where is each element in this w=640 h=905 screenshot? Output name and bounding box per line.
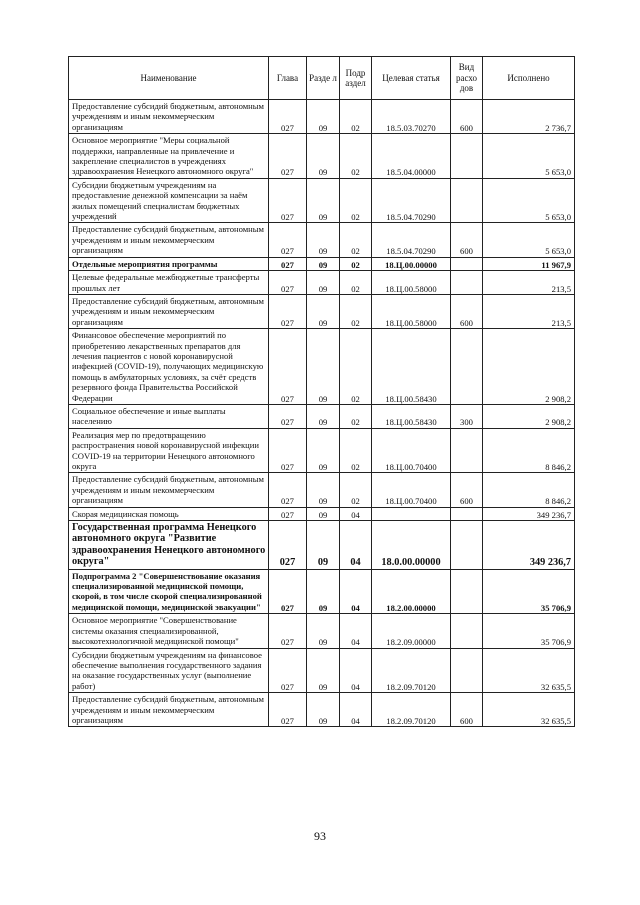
table-row xyxy=(69,614,575,648)
cell-glava: 027 xyxy=(269,693,307,727)
cell-podrazdel: 04 xyxy=(340,521,372,570)
cell-vid xyxy=(451,428,483,473)
cell-glava: 027 xyxy=(269,294,307,328)
cell-podrazdel: 02 xyxy=(340,473,372,507)
cell-name: Скорая медицинская помощь xyxy=(69,507,269,520)
cell-razdel: 09 xyxy=(307,257,340,270)
header-name: Наименование xyxy=(69,57,269,100)
cell-podrazdel: 02 xyxy=(340,329,372,405)
cell-podrazdel: 04 xyxy=(340,693,372,727)
cell-glava: 027 xyxy=(269,614,307,648)
cell-vid: 300 xyxy=(451,404,483,428)
cell-amount: 32 635,5 xyxy=(483,693,575,727)
cell-target: 18.2.09.00000 xyxy=(372,614,451,648)
cell-razdel: 09 xyxy=(307,569,340,614)
cell-razdel: 09 xyxy=(307,271,340,295)
cell-name: Финансовое обеспечение мероприятий по приобретению лекарственных препаратов для лечения пациентов с новой коронавирусной инфекцией (COVID-19), получающих медицинскую помощь в амбулаторных условиях, за счёт средств резервного фонда Правительства Российской Федерации xyxy=(69,329,269,405)
table-row xyxy=(69,521,575,570)
cell-amount: 2 908,2 xyxy=(483,404,575,428)
cell-target: 18.Ц.00.58000 xyxy=(372,294,451,328)
cell-target: 18.5.04.70290 xyxy=(372,178,451,223)
cell-amount: 35 706,9 xyxy=(483,569,575,614)
cell-podrazdel: 02 xyxy=(340,271,372,295)
table-row xyxy=(69,134,575,179)
cell-amount: 8 846,2 xyxy=(483,428,575,473)
cell-vid: 600 xyxy=(451,693,483,727)
cell-vid xyxy=(451,569,483,614)
cell-podrazdel: 02 xyxy=(340,100,372,134)
cell-vid xyxy=(451,329,483,405)
cell-podrazdel: 04 xyxy=(340,507,372,520)
header-target: Целевая статья xyxy=(372,57,451,100)
cell-name: Предоставление субсидий бюджетным, автономным учреждениям и иным некоммерческим организациям xyxy=(69,223,269,257)
cell-razdel: 09 xyxy=(307,329,340,405)
cell-glava: 027 xyxy=(269,329,307,405)
cell-name: Государственная программа Ненецкого автономного округа "Развитие здравоохранения Ненецкого автономного округа" xyxy=(69,521,269,570)
cell-name: Предоставление субсидий бюджетным, автономным учреждениям и иным некоммерческим организациям xyxy=(69,100,269,134)
cell-glava: 027 xyxy=(269,100,307,134)
header-razdel: Разде л xyxy=(307,57,340,100)
cell-vid xyxy=(451,507,483,520)
cell-target: 18.2.09.70120 xyxy=(372,648,451,693)
cell-name: Предоставление субсидий бюджетным, автономным учреждениям и иным некоммерческим организациям xyxy=(69,693,269,727)
header-glava: Глава xyxy=(269,57,307,100)
table-row xyxy=(69,507,575,520)
cell-amount: 349 236,7 xyxy=(483,521,575,570)
cell-vid: 600 xyxy=(451,473,483,507)
cell-podrazdel: 02 xyxy=(340,294,372,328)
cell-razdel: 09 xyxy=(307,428,340,473)
cell-name: Предоставление субсидий бюджетным, автономным учреждениям и иным некоммерческим организациям xyxy=(69,294,269,328)
cell-podrazdel: 02 xyxy=(340,223,372,257)
cell-target: 18.0.00.00000 xyxy=(372,521,451,570)
cell-razdel: 09 xyxy=(307,693,340,727)
cell-name: Отдельные мероприятия программы xyxy=(69,257,269,270)
cell-name: Целевые федеральные межбюджетные трансферты прошлых лет xyxy=(69,271,269,295)
cell-amount: 8 846,2 xyxy=(483,473,575,507)
cell-target: 18.Ц.00.58000 xyxy=(372,271,451,295)
cell-vid: 600 xyxy=(451,223,483,257)
cell-glava: 027 xyxy=(269,223,307,257)
cell-name: Субсидии бюджетным учреждениям на финансовое обеспечение выполнения государственного задания на оказание государственных услуг (выполнение работ) xyxy=(69,648,269,693)
table-row xyxy=(69,404,575,428)
cell-name: Субсидии бюджетным учреждениям на предоставление денежной компенсации за наём жилых помещений специалистам бюджетных учреждений xyxy=(69,178,269,223)
table-row xyxy=(69,648,575,693)
cell-podrazdel: 02 xyxy=(340,257,372,270)
cell-razdel: 09 xyxy=(307,134,340,179)
cell-vid xyxy=(451,134,483,179)
table-row xyxy=(69,428,575,473)
cell-razdel: 09 xyxy=(307,648,340,693)
cell-vid xyxy=(451,521,483,570)
cell-glava: 027 xyxy=(269,134,307,179)
table-header-row xyxy=(69,57,575,100)
cell-vid xyxy=(451,648,483,693)
cell-vid: 600 xyxy=(451,294,483,328)
cell-name: Социальное обеспечение и иные выплаты населению xyxy=(69,404,269,428)
cell-podrazdel: 02 xyxy=(340,428,372,473)
cell-razdel: 09 xyxy=(307,223,340,257)
cell-glava: 027 xyxy=(269,178,307,223)
cell-razdel: 09 xyxy=(307,473,340,507)
table-row xyxy=(69,257,575,270)
cell-name: Подпрограмма 2 "Совершенствование оказания специализированной медицинской помощи, скорой, в том числе скорой специализированной медицинской помощи, медицинской эвакуации" xyxy=(69,569,269,614)
cell-amount: 2 908,2 xyxy=(483,329,575,405)
cell-razdel: 09 xyxy=(307,614,340,648)
table-row xyxy=(69,223,575,257)
table-row xyxy=(69,294,575,328)
cell-amount: 213,5 xyxy=(483,271,575,295)
cell-name: Реализация мер по предотвращению распространения новой коронавирусной инфекции COVID-19 на территории Ненецкого автономного округа xyxy=(69,428,269,473)
cell-vid: 600 xyxy=(451,100,483,134)
cell-target: 18.5.03.70270 xyxy=(372,100,451,134)
cell-razdel: 09 xyxy=(307,178,340,223)
table-row xyxy=(69,178,575,223)
table-row xyxy=(69,473,575,507)
cell-razdel: 09 xyxy=(307,404,340,428)
cell-amount: 5 653,0 xyxy=(483,134,575,179)
header-podrazdel: Подр аздел xyxy=(340,57,372,100)
table-row xyxy=(69,271,575,295)
cell-podrazdel: 04 xyxy=(340,648,372,693)
header-executed: Исполнено xyxy=(483,57,575,100)
cell-target xyxy=(372,507,451,520)
cell-target: 18.Ц.00.00000 xyxy=(372,257,451,270)
table-row xyxy=(69,329,575,405)
cell-razdel: 09 xyxy=(307,521,340,570)
table-row xyxy=(69,693,575,727)
table-body xyxy=(69,100,575,727)
cell-name: Основное мероприятие "Совершенствование системы оказания специализированной, высокотехнологичной медицинской помощи" xyxy=(69,614,269,648)
budget-document xyxy=(68,56,574,727)
cell-podrazdel: 04 xyxy=(340,614,372,648)
cell-target: 18.Ц.00.58430 xyxy=(372,329,451,405)
cell-glava: 027 xyxy=(269,404,307,428)
table-row xyxy=(69,569,575,614)
cell-podrazdel: 02 xyxy=(340,404,372,428)
cell-amount: 5 653,0 xyxy=(483,178,575,223)
cell-name: Основное мероприятие "Меры социальной поддержки, направленные на привлечение и закрепление специалистов в учреждениях здравоохранения Ненецкого автономного округа" xyxy=(69,134,269,179)
cell-amount: 5 653,0 xyxy=(483,223,575,257)
cell-vid xyxy=(451,178,483,223)
cell-vid xyxy=(451,614,483,648)
cell-amount: 349 236,7 xyxy=(483,507,575,520)
cell-podrazdel: 04 xyxy=(340,569,372,614)
cell-amount: 213,5 xyxy=(483,294,575,328)
cell-razdel: 09 xyxy=(307,507,340,520)
cell-vid xyxy=(451,257,483,270)
expenditure-table xyxy=(68,56,575,727)
cell-glava: 027 xyxy=(269,271,307,295)
cell-razdel: 09 xyxy=(307,100,340,134)
cell-amount: 11 967,9 xyxy=(483,257,575,270)
cell-target: 18.5.04.70290 xyxy=(372,223,451,257)
cell-glava: 027 xyxy=(269,648,307,693)
cell-target: 18.5.04.00000 xyxy=(372,134,451,179)
table-row xyxy=(69,100,575,134)
cell-glava: 027 xyxy=(269,257,307,270)
cell-razdel: 09 xyxy=(307,294,340,328)
cell-target: 18.Ц.00.58430 xyxy=(372,404,451,428)
cell-glava: 027 xyxy=(269,473,307,507)
cell-amount: 35 706,9 xyxy=(483,614,575,648)
cell-glava: 027 xyxy=(269,428,307,473)
cell-glava: 027 xyxy=(269,521,307,570)
cell-target: 18.2.09.70120 xyxy=(372,693,451,727)
page-number: 93 xyxy=(314,829,326,843)
cell-target: 18.Ц.00.70400 xyxy=(372,428,451,473)
cell-target: 18.2.00.00000 xyxy=(372,569,451,614)
cell-glava: 027 xyxy=(269,569,307,614)
cell-podrazdel: 02 xyxy=(340,134,372,179)
cell-amount: 2 736,7 xyxy=(483,100,575,134)
cell-amount: 32 635,5 xyxy=(483,648,575,693)
header-vid: Вид расхо дов xyxy=(451,57,483,100)
cell-vid xyxy=(451,271,483,295)
cell-name: Предоставление субсидий бюджетным, автономным учреждениям и иным некоммерческим организациям xyxy=(69,473,269,507)
cell-target: 18.Ц.00.70400 xyxy=(372,473,451,507)
cell-podrazdel: 02 xyxy=(340,178,372,223)
cell-glava: 027 xyxy=(269,507,307,520)
